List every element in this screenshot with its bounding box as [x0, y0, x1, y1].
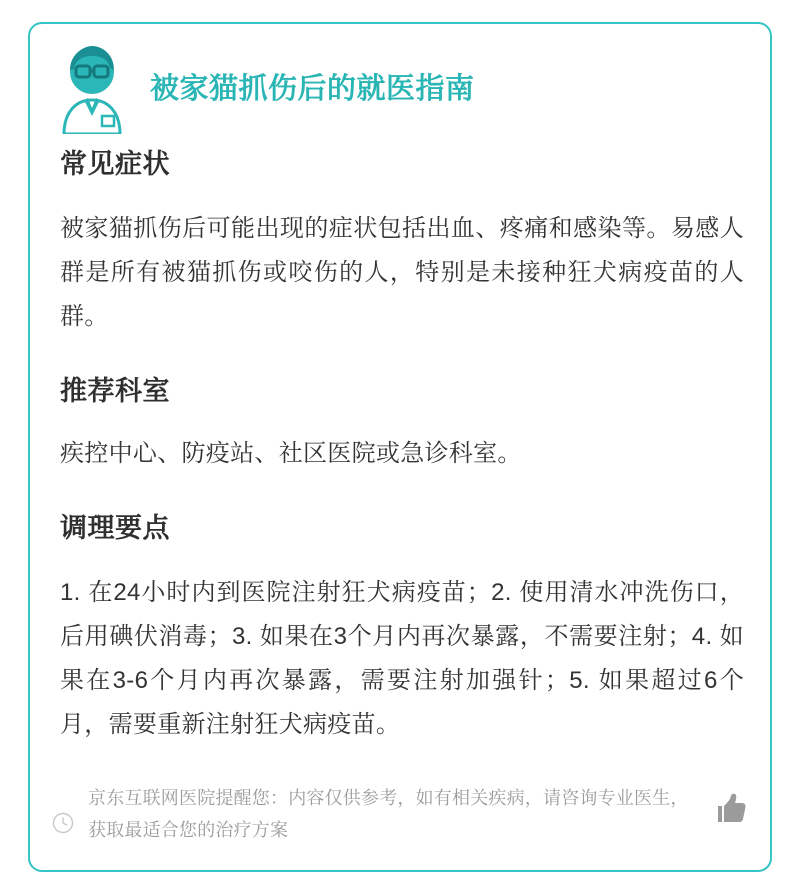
section-text-symptoms: 被家猫抓伤后可能出现的症状包括出血、疼痛和感染等。易感人群是所有被猫抓伤或咬伤的人，特别是未接种狂犬病疫苗的人群。 [60, 215, 744, 330]
clock-icon [52, 812, 74, 834]
page-title: 被家猫抓伤后的就医指南 [150, 73, 475, 105]
doctor-avatar-icon [44, 38, 140, 134]
section-heading-symptoms: 常见症状 [60, 149, 170, 179]
section-heading-department: 推荐科室 [60, 376, 170, 406]
footer [30, 778, 770, 856]
article-card [28, 22, 772, 872]
footer-disclaimer: 京东互联网医院提醒您：内容仅供参考，如有相关疾病，请咨询专业医生，获取最适合您的治疗方案 [88, 788, 689, 840]
section-heading-care-points: 调理要点 [60, 513, 170, 543]
section-text-care-points: 1. 在24小时内到医院注射狂犬病疫苗；2. 使用清水冲洗伤口，后用碘伏消毒；3. 如果在3个月内再次暴露，不需要注射；4. 如果在3-6个月内再次暴露，需要注射加强针；5. 如果超过6个月，需要重新注射狂犬病疫苗。 [60, 579, 744, 738]
thumbs-up-icon[interactable] [710, 788, 752, 830]
article-body [60, 142, 744, 747]
section-text-department: 疾控中心、防疫站、社区医院或急诊科室。 [60, 440, 522, 467]
